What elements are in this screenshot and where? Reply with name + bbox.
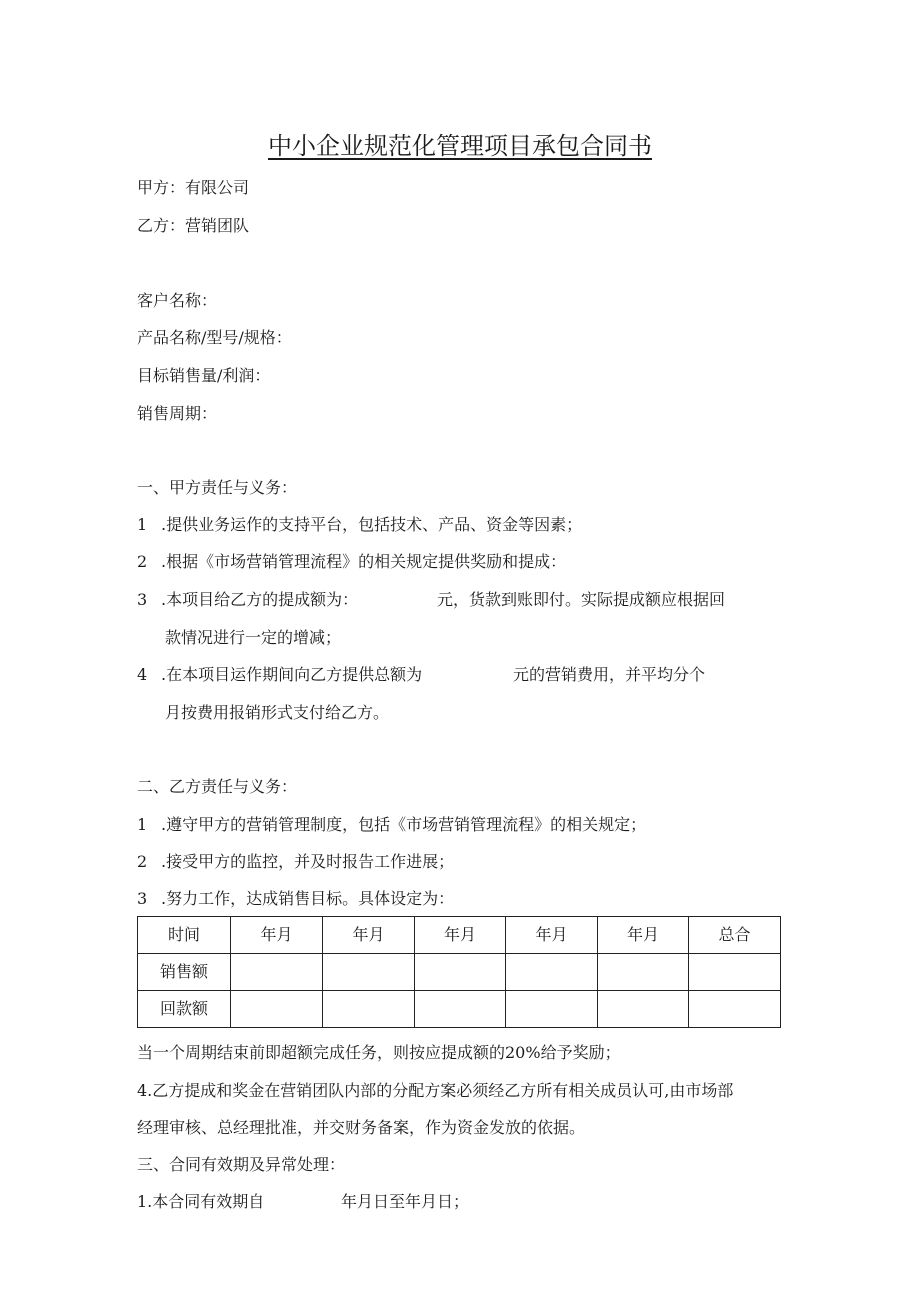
item-number: 1 — [137, 515, 148, 534]
party-b: 乙方：营销团队 — [137, 216, 250, 235]
section1-item-3-b: 元，货款到账即付。实际提成额应根据回 — [437, 590, 726, 609]
section1-heading: 一、甲方责任与义务： — [137, 478, 298, 497]
section3-item-1-a: 1.本合同有效期自 — [137, 1192, 265, 1211]
section1-item-2 — [137, 552, 566, 572]
table-header-row — [138, 917, 781, 954]
party-a: 甲方：有限公司 — [137, 178, 250, 197]
section1-item-3-cont: 款情况进行一定的增减； — [165, 628, 342, 647]
table-row — [138, 991, 781, 1028]
section1-item-4-cont: 月按费用报销形式支付给乙方。 — [165, 703, 390, 722]
item-text: .根据《市场营销管理流程》的相关规定提供奖励和提成： — [161, 552, 567, 571]
target-label: 目标销售量/利润： — [137, 366, 271, 385]
table-cell — [415, 991, 506, 1028]
table-cell — [231, 954, 323, 991]
table-header-cell: 年月 — [598, 917, 689, 954]
section2-item-1 — [137, 815, 646, 835]
table-row-label: 回款额 — [138, 991, 231, 1028]
reward-clause: 当一个周期结束前即超额完成任务，则按应提成额的20%给予奖励； — [137, 1043, 621, 1062]
table-header-cell: 年月 — [231, 917, 323, 954]
item-number: 2 — [137, 852, 148, 871]
table-header-cell: 总合 — [689, 917, 781, 954]
table-cell — [598, 954, 689, 991]
table-cell — [231, 991, 323, 1028]
item-text-a: .本项目给乙方的提成额为： — [161, 590, 359, 609]
table-cell — [323, 954, 415, 991]
item-number: 3 — [137, 590, 148, 609]
table-header-cell: 年月 — [506, 917, 598, 954]
section1-item-3 — [137, 590, 358, 610]
table-cell — [506, 954, 598, 991]
item-text: .遵守甲方的营销管理制度，包括《市场营销管理流程》的相关规定； — [161, 815, 647, 834]
section3-item-1-b: 年月日至年月日； — [341, 1192, 470, 1211]
sales-target-table — [137, 916, 781, 1028]
item-number: 4 — [137, 665, 148, 684]
item-text: .努力工作，达成销售目标。具体设定为： — [161, 889, 455, 908]
section2-item-2 — [137, 852, 454, 872]
table-header-cell: 年月 — [323, 917, 415, 954]
table-header-cell: 年月 — [415, 917, 506, 954]
distribution-clause-line1: 4.乙方提成和奖金在营销团队内部的分配方案必须经乙方所有相关成员认可,由市场部 — [137, 1081, 734, 1100]
section1-item-4-b: 元的营销费用，并平均分个 — [513, 665, 706, 684]
distribution-clause-line2: 经理审核、总经理批准，并交财务备案，作为资金发放的依据。 — [137, 1118, 586, 1137]
period-label: 销售周期： — [137, 404, 218, 423]
section1-item-1 — [137, 515, 582, 535]
customer-name-label: 客户名称： — [137, 291, 218, 310]
table-cell — [689, 991, 781, 1028]
item-number: 1 — [137, 815, 148, 834]
table-cell — [598, 991, 689, 1028]
table-cell — [506, 991, 598, 1028]
product-label: 产品名称/型号/规格： — [137, 328, 292, 347]
table-cell — [689, 954, 781, 991]
section2-heading: 二、乙方责任与义务： — [137, 777, 298, 796]
item-text-a: .在本项目运作期间向乙方提供总额为 — [161, 665, 423, 684]
item-text: .接受甲方的监控，并及时报告工作进展； — [161, 852, 455, 871]
section3-heading: 三、合同有效期及异常处理： — [137, 1155, 346, 1174]
table-header-cell: 时间 — [138, 917, 231, 954]
table-row — [138, 954, 781, 991]
item-number: 2 — [137, 552, 148, 571]
table-cell — [415, 954, 506, 991]
table-row-label: 销售额 — [138, 954, 231, 991]
document-title: 中小企业规范化管理项目承包合同书 — [268, 132, 652, 160]
item-number: 3 — [137, 889, 148, 908]
item-text: .提供业务运作的支持平台，包括技术、产品、资金等因素； — [161, 515, 583, 534]
section2-item-3 — [137, 889, 454, 909]
table-cell — [323, 991, 415, 1028]
section1-item-4 — [137, 665, 422, 685]
